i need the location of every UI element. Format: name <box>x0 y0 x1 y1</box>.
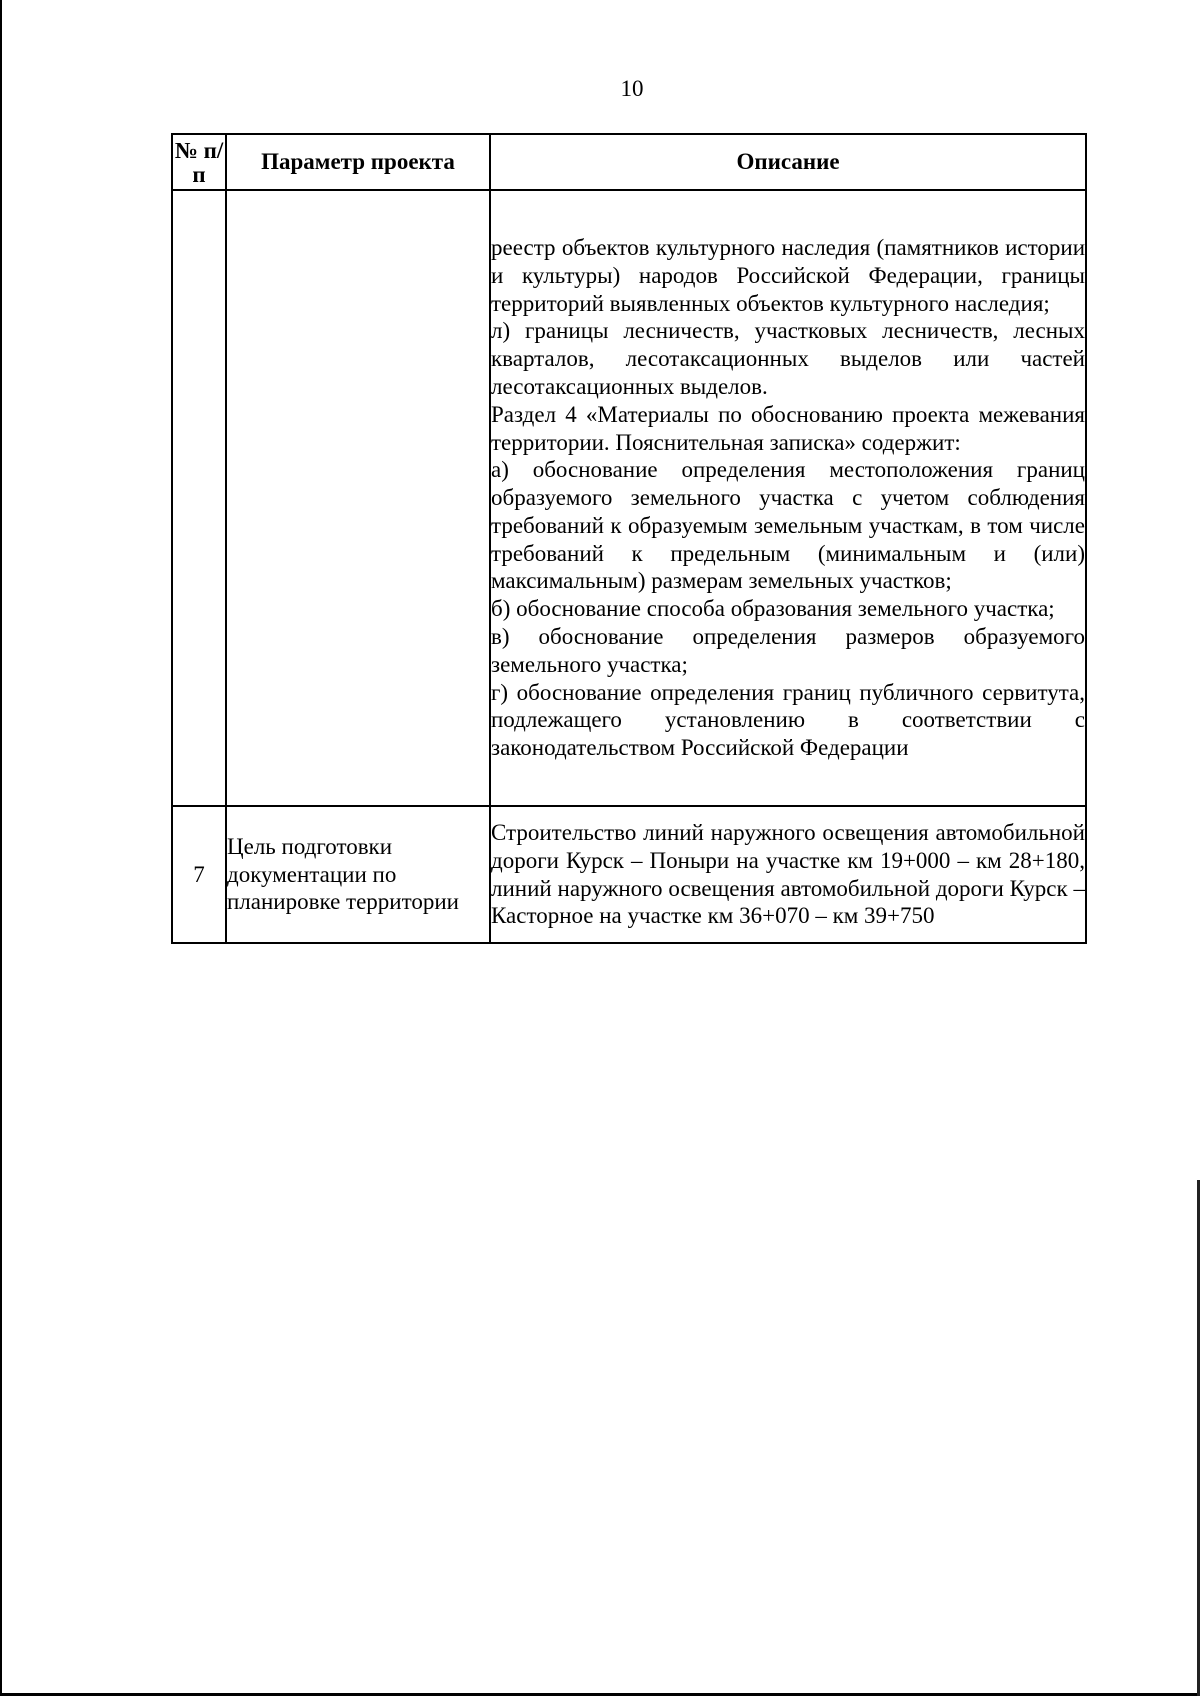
description-paragraph: Строительство линий наружного освещения автомобильной дороги Курск – Поныри на участке км 19+000 – км 28+180, линий наружного освещения автомобильной дороги Курск – Касторное на участке км 36+070 – км 39+750 <box>491 819 1085 929</box>
table-row-7 <box>172 806 1086 943</box>
header-parameter-label: Параметр проекта <box>261 149 455 175</box>
scan-edge-left <box>0 0 2 1696</box>
description-paragraph: л) границы лесничеств, участковых лесничеств, лесных кварталов, лесотаксационных выделов или частей лесотаксационных выделов. <box>491 318 1085 399</box>
document-table <box>171 133 1087 944</box>
header-number-label: № п/п <box>174 138 224 187</box>
row-7-parameter: Цель подготовки документации по планировке территории <box>226 806 490 943</box>
row-continued-parameter <box>226 190 490 806</box>
description-paragraph: Раздел 4 «Материалы по обоснованию проекта межевания территории. Пояснительная записка» содержит: <box>491 401 1085 455</box>
table-header-row <box>172 134 1086 190</box>
row-7-number: 7 <box>172 806 226 943</box>
row-continued-description <box>490 190 1086 806</box>
description-paragraph: б) обоснование способа образования земельного участка; <box>491 596 1055 622</box>
page-number: 10 <box>620 76 644 101</box>
row-continued-number <box>172 190 226 806</box>
header-parameter <box>226 134 490 190</box>
header-number <box>172 134 226 190</box>
table-row-continued <box>172 190 1086 806</box>
description-paragraph: а) обоснование определения местоположения границ образуемого земельного участка с учетом соблюдения требований к образуемым земельным участкам, в том числе требований к предельным (минимальным и (или) максимальным) размерам земельных участков; <box>491 457 1085 594</box>
description-paragraph: г) обоснование определения границ публичного сервитута, подлежащего установлению в соответствии с законодательством Российской Федерации <box>491 679 1085 761</box>
header-description-label: Описание <box>736 149 840 175</box>
header-description <box>490 134 1086 190</box>
description-paragraph: реестр объектов культурного наследия (памятников истории и культуры) народов Российской Федерации, границы территорий выявленных объектов культурного наследия; <box>491 234 1085 316</box>
row-7-description <box>490 806 1086 943</box>
description-paragraph: в) обоснование определения размеров образуемого земельного участка; <box>491 624 1085 677</box>
